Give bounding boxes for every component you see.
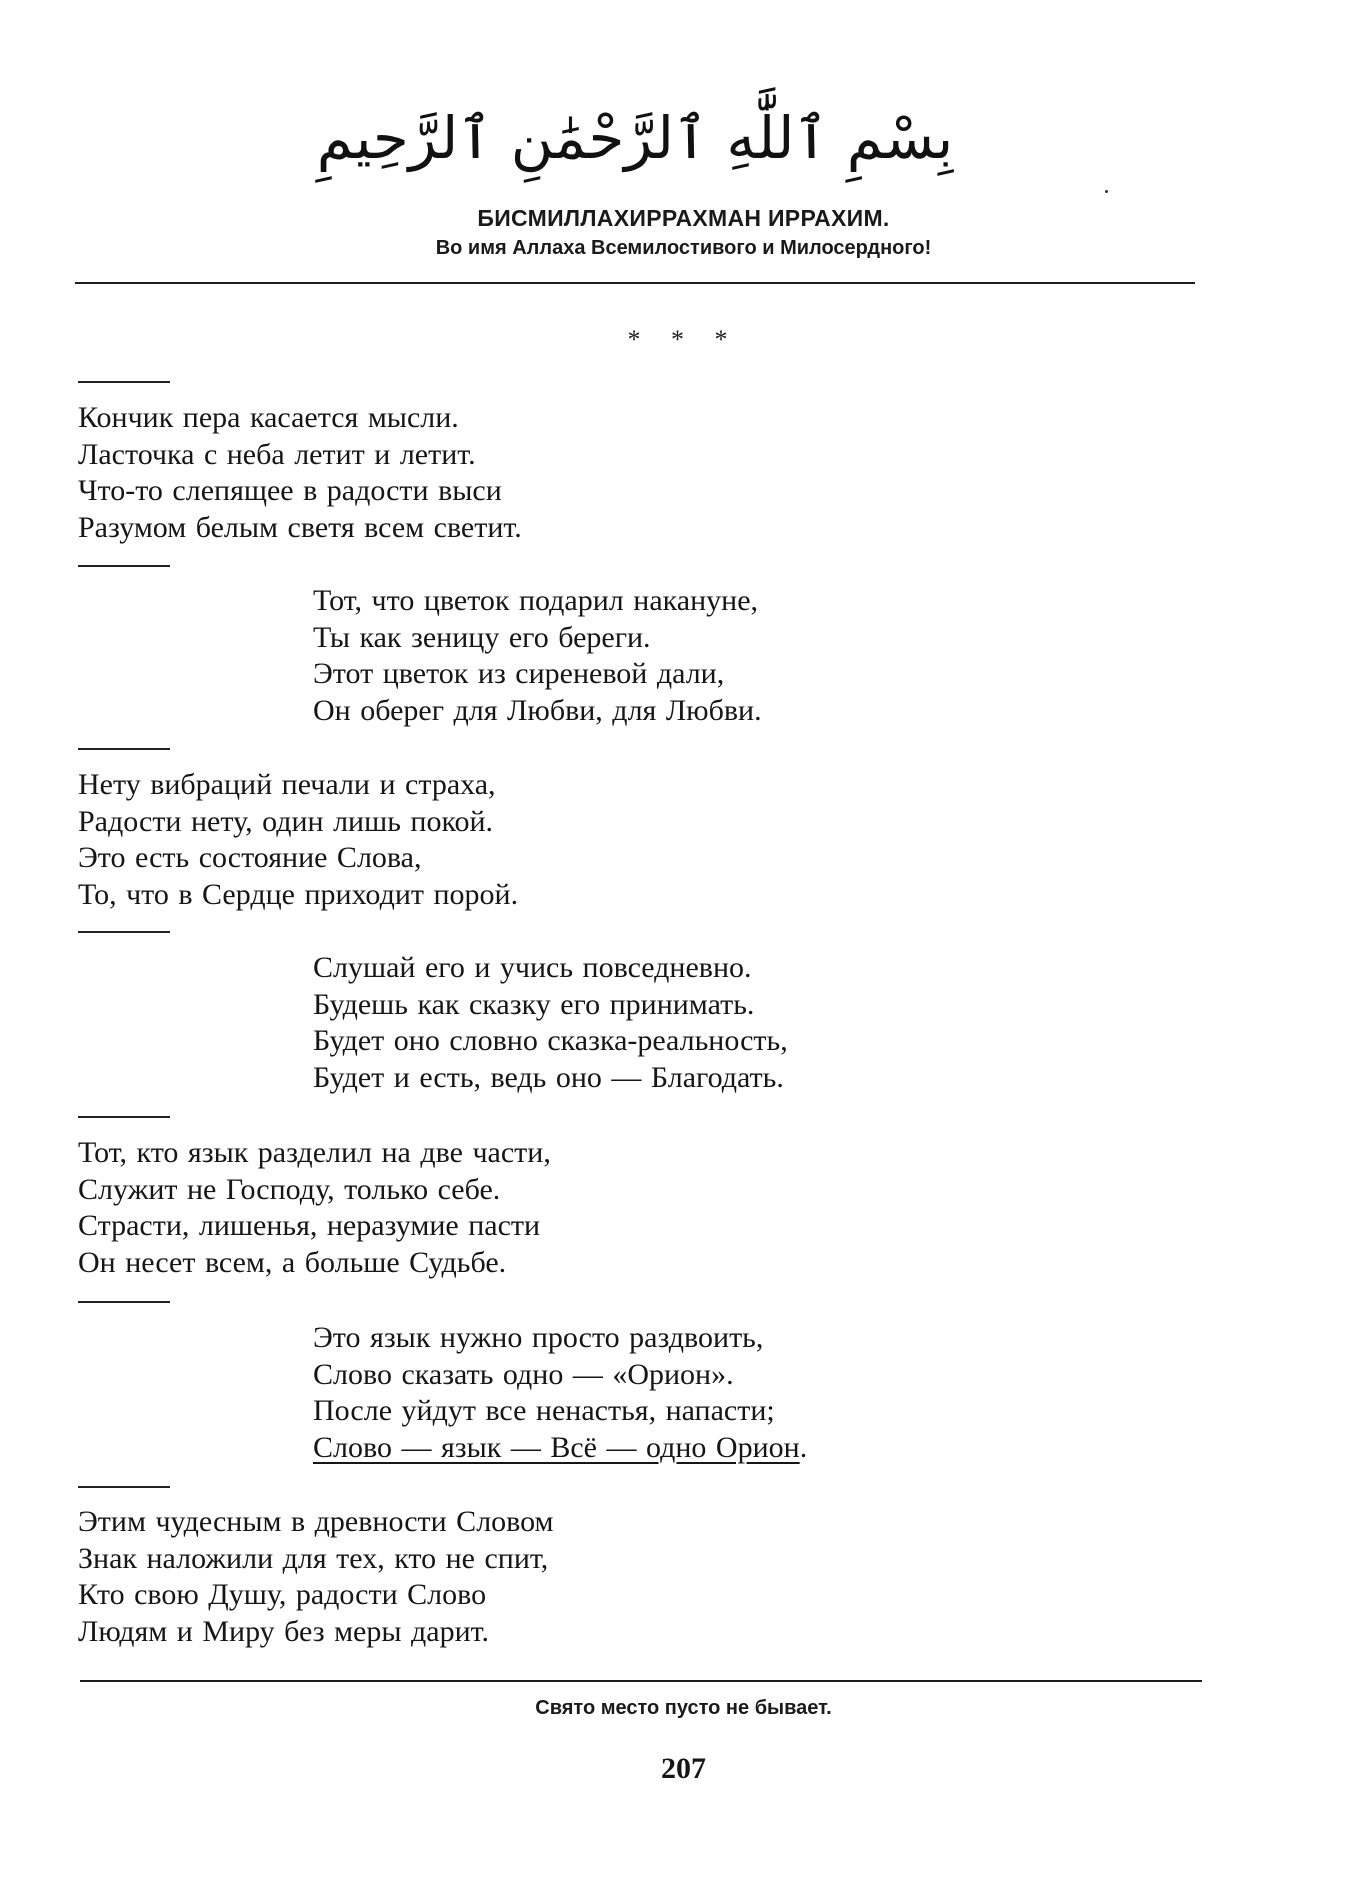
basmala-calligraphy-text: بِسْمِ ٱللَّٰهِ ٱلرَّحْمَٰنِ ٱلرَّحِيمِ [316,104,954,172]
verse-line: Он оберег для Любви, для Любви. [313,693,762,727]
verse-line: Ласточка с неба летит и летит. [78,437,476,471]
verse-line: Кто свою Душу, радости Слово [78,1578,487,1611]
verse-line: Что-то слепящее в радости выси [78,474,502,507]
verse-line: То, что в Сердце приходит порой. [78,877,519,911]
stanza-1 [78,400,522,546]
verse-line: Это есть состояние Слова, [78,841,422,874]
verse-line: Знак наложили для тех, кто не спит, [78,1541,549,1575]
verse-line: Служит не Господу, только себе. [78,1172,501,1206]
stanza-rule [78,748,170,750]
verse-line: Он несет всем, а больше Судьбе. [78,1245,507,1279]
stanza-4 [313,950,788,1096]
verse-line-underlined [313,1430,807,1467]
basmala-translation: Во имя Аллаха Всемилостивого и Милосердного! [435,237,932,259]
verse-line: Нету вибраций печали и страха, [78,768,496,801]
header-divider [75,282,1195,284]
stanza-rule [78,931,170,933]
verse-line: Этот цветок из сиреневой дали, [313,657,725,690]
stanza-rule [78,381,170,383]
verse-line: Будешь как сказку его принимать. [313,987,755,1021]
stanza-rule [78,1116,170,1118]
print-speck [1105,190,1108,193]
verse-line: Ты как зеницу его береги. [313,620,651,654]
stanza-7 [78,1504,554,1650]
verse-line: Разумом белым светя всем светит. [78,510,522,544]
stanza-3 [78,767,518,913]
verse-line: Слушай его и учись повседневно. [313,951,752,984]
basmala-title: БИСМИЛЛАХИРРАХМАН ИРРАХИМ. [477,205,890,231]
verse-line: Кончик пера касается мысли. [78,401,459,434]
section-separator: * * * [627,325,740,354]
page-number: 207 [661,1752,706,1785]
stanza-rule [78,565,170,567]
stanza-rule [78,1301,170,1303]
footer-divider [80,1680,1202,1682]
verse-line: Будет и есть, ведь оно — Благодать. [313,1060,784,1094]
basmala-calligraphy [316,88,954,188]
verse-line: Это язык нужно просто раздвоить, [313,1321,764,1354]
verse-line: Тот, что цветок подарил накануне, [313,584,759,617]
verse-line: Слово сказать одно — «Орион». [313,1357,734,1391]
line-terminal-period: . [799,1430,808,1464]
verse-line: После уйдут все ненастья, напасти; [313,1394,775,1427]
verse-line: Этим чудесным в древности Словом [78,1505,554,1538]
stanza-2 [313,583,762,729]
verse-line: Страсти, лишенья, неразумие пасти [78,1209,541,1242]
verse-line: Радости нету, один лишь покой. [78,804,494,838]
verse-line: Будет оно словно сказка-реальность, [313,1024,788,1057]
underlined-phrase: Слово — язык — Всё — одно Орион [313,1430,800,1464]
stanza-rule [78,1486,170,1488]
running-footer-proverb: Свято место пусто не бывает. [535,1697,832,1719]
stanza-6 [313,1320,807,1466]
verse-line: Людям и Миру без меры дарит. [78,1614,490,1648]
stanza-5 [78,1135,551,1281]
verse-line: Тот, кто язык разделил на две части, [78,1136,551,1169]
